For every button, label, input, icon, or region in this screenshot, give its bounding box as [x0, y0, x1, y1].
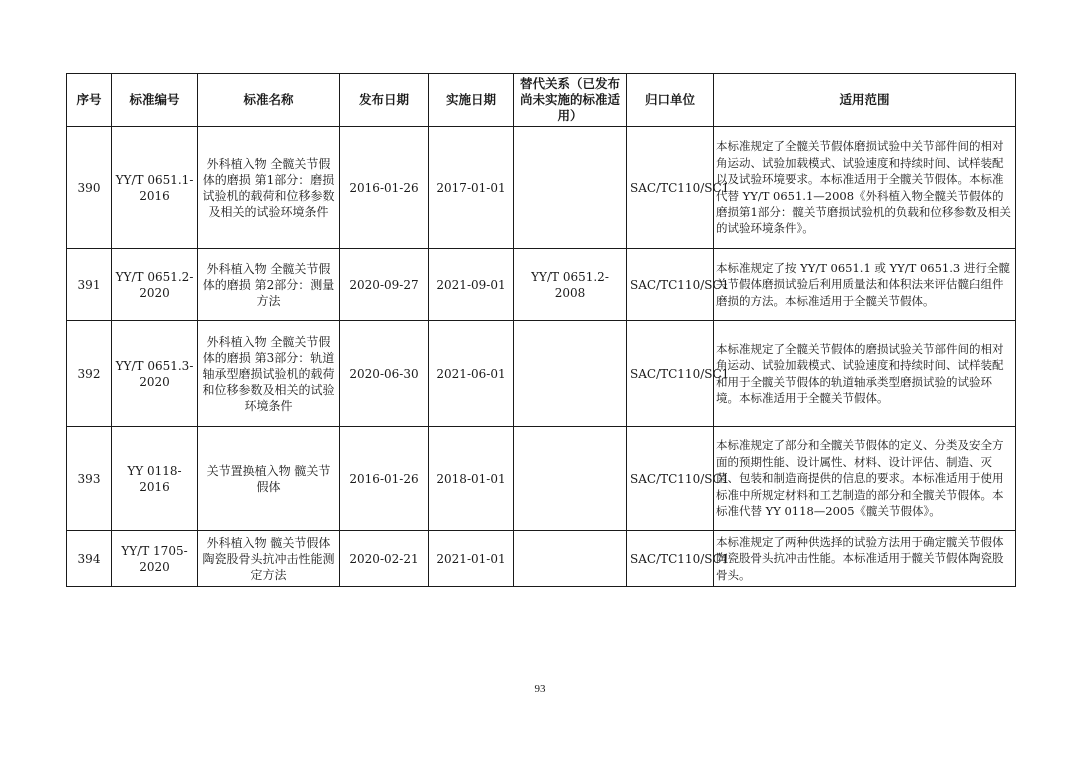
cell-no: 393	[67, 427, 112, 531]
cell-name: 外科植入物 全髋关节假体的磨损 第2部分：测量方法	[198, 249, 340, 321]
cell-code: YY/T 1705-2020	[112, 531, 198, 587]
cell-unit: SAC/TC110/SC1	[627, 427, 714, 531]
standards-table	[66, 73, 1016, 587]
header-no: 序号	[67, 74, 112, 127]
cell-no: 390	[67, 127, 112, 249]
cell-publish-date: 2016-01-26	[340, 427, 429, 531]
table-row	[67, 321, 1016, 427]
cell-publish-date: 2020-06-30	[340, 321, 429, 427]
cell-code: YY/T 0651.1-2016	[112, 127, 198, 249]
cell-replacement	[514, 427, 627, 531]
cell-scope: 本标准规定了部分和全髋关节假体的定义、分类及安全方面的预期性能、设计属性、材料、设计评估、制造、灭菌、包装和制造商提供的信息的要求。本标准适用于使用标准中所规定材料和工艺制造的部分和全髋关节假体。本标准代替 YY 0118—2005《髋关节假体》。	[714, 427, 1016, 531]
cell-name: 外科植入物 全髋关节假体的磨损 第1部分：磨损试验机的载荷和位移参数及相关的试验环境条件	[198, 127, 340, 249]
cell-code: YY/T 0651.3-2020	[112, 321, 198, 427]
cell-name: 外科植入物 全髋关节假体的磨损 第3部分：轨道轴承型磨损试验机的载荷和位移参数及相关的试验环境条件	[198, 321, 340, 427]
cell-publish-date: 2020-02-21	[340, 531, 429, 587]
cell-effective-date: 2021-09-01	[429, 249, 514, 321]
table-row	[67, 249, 1016, 321]
cell-no: 394	[67, 531, 112, 587]
header-replacement: 替代关系（已发布尚未实施的标准适用）	[514, 74, 627, 127]
cell-replacement: YY/T 0651.2-2008	[514, 249, 627, 321]
table-row	[67, 127, 1016, 249]
cell-no: 392	[67, 321, 112, 427]
page-number: 93	[534, 683, 546, 695]
cell-code: YY 0118-2016	[112, 427, 198, 531]
cell-unit: SAC/TC110/SC1	[627, 321, 714, 427]
cell-unit: SAC/TC110/SC1	[627, 127, 714, 249]
cell-scope: 本标准规定了全髋关节假体的磨损试验关节部件间的相对角运动、试验加载模式、试验速度和持续时间、试样装配和用于全髋关节假体的轨道轴承类型磨损试验的试验环境。本标准适用于全髋关节假体。	[714, 321, 1016, 427]
cell-unit: SAC/TC110/SC1	[627, 531, 714, 587]
cell-effective-date: 2018-01-01	[429, 427, 514, 531]
cell-no: 391	[67, 249, 112, 321]
cell-replacement	[514, 127, 627, 249]
header-scope: 适用范围	[714, 74, 1016, 127]
header-name: 标准名称	[198, 74, 340, 127]
cell-publish-date: 2020-09-27	[340, 249, 429, 321]
cell-replacement	[514, 531, 627, 587]
cell-scope: 本标准规定了按 YY/T 0651.1 或 YY/T 0651.3 进行全髋关节假体磨损试验后利用质量法和体积法来评估髋臼组件磨损的方法。本标准适用于全髋关节假体。	[714, 249, 1016, 321]
table-row	[67, 531, 1016, 587]
table-header-row	[67, 74, 1016, 127]
cell-effective-date: 2017-01-01	[429, 127, 514, 249]
header-unit: 归口单位	[627, 74, 714, 127]
cell-code: YY/T 0651.2-2020	[112, 249, 198, 321]
header-effective-date: 实施日期	[429, 74, 514, 127]
cell-effective-date: 2021-06-01	[429, 321, 514, 427]
cell-replacement	[514, 321, 627, 427]
header-publish-date: 发布日期	[340, 74, 429, 127]
cell-effective-date: 2021-01-01	[429, 531, 514, 587]
cell-scope: 本标准规定了全髋关节假体磨损试验中关节部件间的相对角运动、试验加载模式、试验速度和持续时间、试样装配以及试验环境要求。本标准适用于全髋关节假体。本标准代替 YY/T 0651.1—2008《外科植入物全髋关节假体的磨损第1部分：髋关节磨损试验机的负载和位移参数及相关的试验环境条件》。	[714, 127, 1016, 249]
header-code: 标准编号	[112, 74, 198, 127]
cell-unit: SAC/TC110/SC1	[627, 249, 714, 321]
cell-name: 关节置换植入物 髋关节假体	[198, 427, 340, 531]
cell-scope: 本标准规定了两种供选择的试验方法用于确定髋关节假体陶瓷股骨头抗冲击性能。本标准适用于髋关节假体陶瓷股骨头。	[714, 531, 1016, 587]
table-row	[67, 427, 1016, 531]
cell-publish-date: 2016-01-26	[340, 127, 429, 249]
cell-name: 外科植入物 髋关节假体陶瓷股骨头抗冲击性能测定方法	[198, 531, 340, 587]
